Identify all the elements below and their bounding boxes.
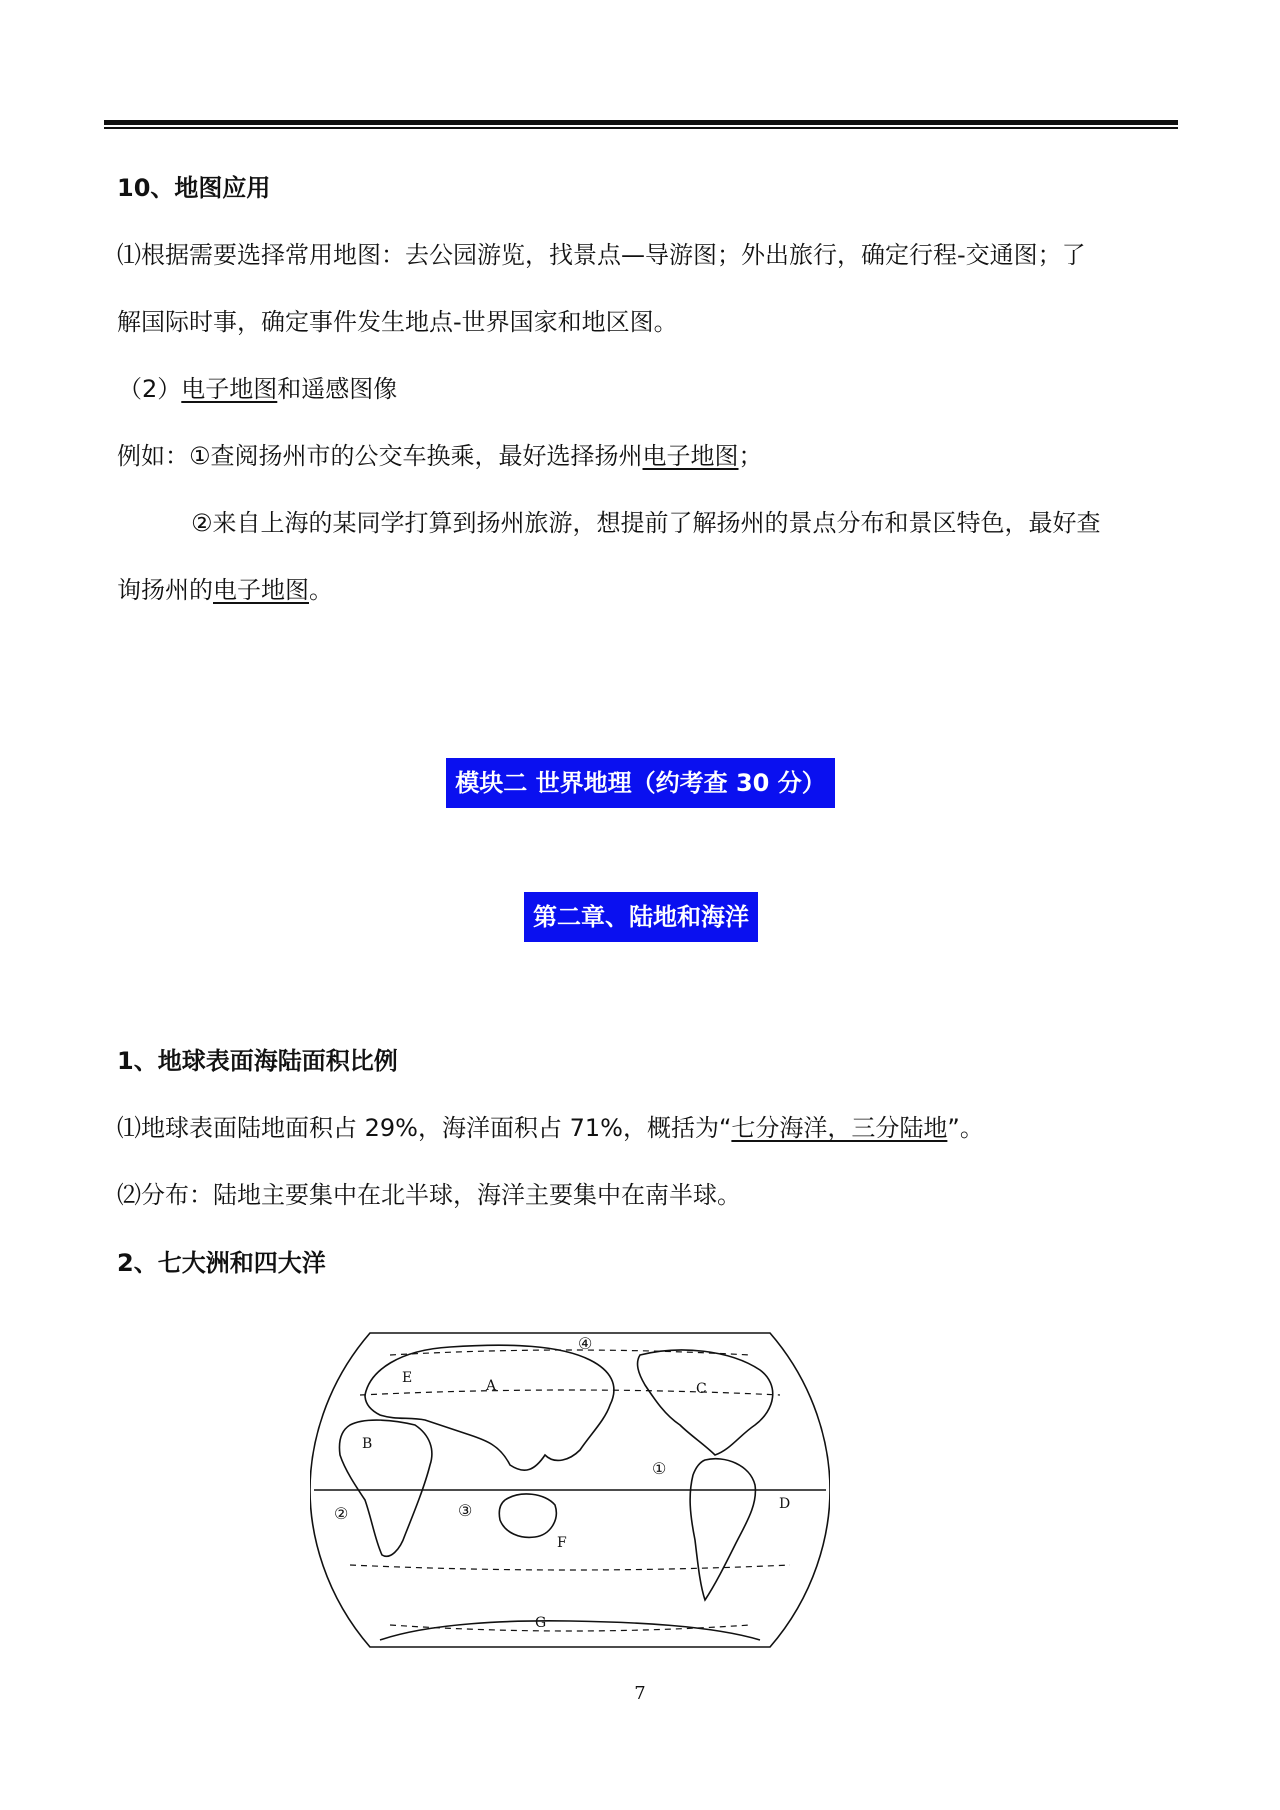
paragraph-text: 根据需要选择常用地图：去公园游览，找景点—导游图；外出旅行，确定行程-交通图；了 <box>141 241 1086 269</box>
s10-paragraph-1-line-2: 解国际时事，确定事件发生地点-世界国家和地区图。 <box>117 308 678 336</box>
label-ocean-2: ② <box>334 1504 349 1523</box>
list-marker: ⑴ <box>117 1114 141 1142</box>
chapter-banner: 第二章、陆地和海洋 <box>524 892 758 942</box>
s10-example-2-line-2 <box>117 575 333 605</box>
s10-example-1 <box>117 441 763 471</box>
label-D: D <box>779 1496 791 1512</box>
north-america-outline <box>638 1350 773 1455</box>
australia-outline <box>499 1494 556 1537</box>
label-A: A <box>486 1378 497 1394</box>
underlined-term: 电子地图 <box>181 375 278 403</box>
page-number: 7 <box>634 1683 646 1704</box>
paragraph-text: 分布：陆地主要集中在北半球，海洋主要集中在南半球。 <box>141 1181 741 1209</box>
s10-paragraph-1-line-1 <box>117 240 1086 270</box>
paragraph-text: 地球表面陆地面积占 29%，海洋面积占 71%，概括为“ <box>141 1114 732 1142</box>
paragraph-text: 。 <box>309 576 333 604</box>
s10-example-2-line-1: ②来自上海的某同学打算到扬州旅游，想提前了解扬州的景点分布和景区特色，最好查 <box>191 509 1101 537</box>
label-E: E <box>402 1370 413 1386</box>
header-rule-thick <box>104 120 1178 125</box>
s1-paragraph-2 <box>117 1180 741 1210</box>
paragraph-text: 和遥感图像 <box>277 375 398 403</box>
eurasia-outline <box>365 1345 614 1470</box>
tropic-north-line <box>360 1390 780 1395</box>
section-2-heading: 2、七大洲和四大洋 <box>117 1249 326 1277</box>
list-marker: （2） <box>118 375 182 403</box>
paragraph-text: 询扬州的 <box>117 576 213 604</box>
underlined-term: 电子地图 <box>642 442 739 470</box>
south-america-outline <box>690 1459 755 1600</box>
label-G: G <box>535 1615 547 1631</box>
paragraph-text: 例如：①查阅扬州市的公交车换乘，最好选择扬州 <box>117 442 643 470</box>
list-marker: ⑵ <box>117 1181 141 1209</box>
world-map <box>310 1325 830 1655</box>
section-1-heading: 1、地球表面海陆面积比例 <box>117 1047 398 1075</box>
label-ocean-4: ④ <box>578 1334 593 1353</box>
list-marker: ⑴ <box>117 241 141 269</box>
underlined-term: 电子地图 <box>213 576 309 604</box>
s1-paragraph-1 <box>117 1113 984 1143</box>
label-ocean-1: ① <box>652 1459 667 1478</box>
label-F: F <box>557 1535 567 1551</box>
label-ocean-3: ③ <box>458 1501 473 1520</box>
label-C: C <box>696 1381 707 1397</box>
section-10-heading: 10、地图应用 <box>117 174 271 202</box>
paragraph-text: ”。 <box>947 1114 984 1142</box>
s10-paragraph-2 <box>118 374 397 404</box>
label-B: B <box>362 1436 373 1452</box>
africa-outline <box>339 1420 431 1556</box>
underlined-term: 七分海洋，三分陆地 <box>731 1114 948 1142</box>
module-banner: 模块二 世界地理（约考查 30 分） <box>446 758 835 808</box>
header-rule-thin <box>104 127 1178 129</box>
paragraph-text: ； <box>738 442 763 470</box>
